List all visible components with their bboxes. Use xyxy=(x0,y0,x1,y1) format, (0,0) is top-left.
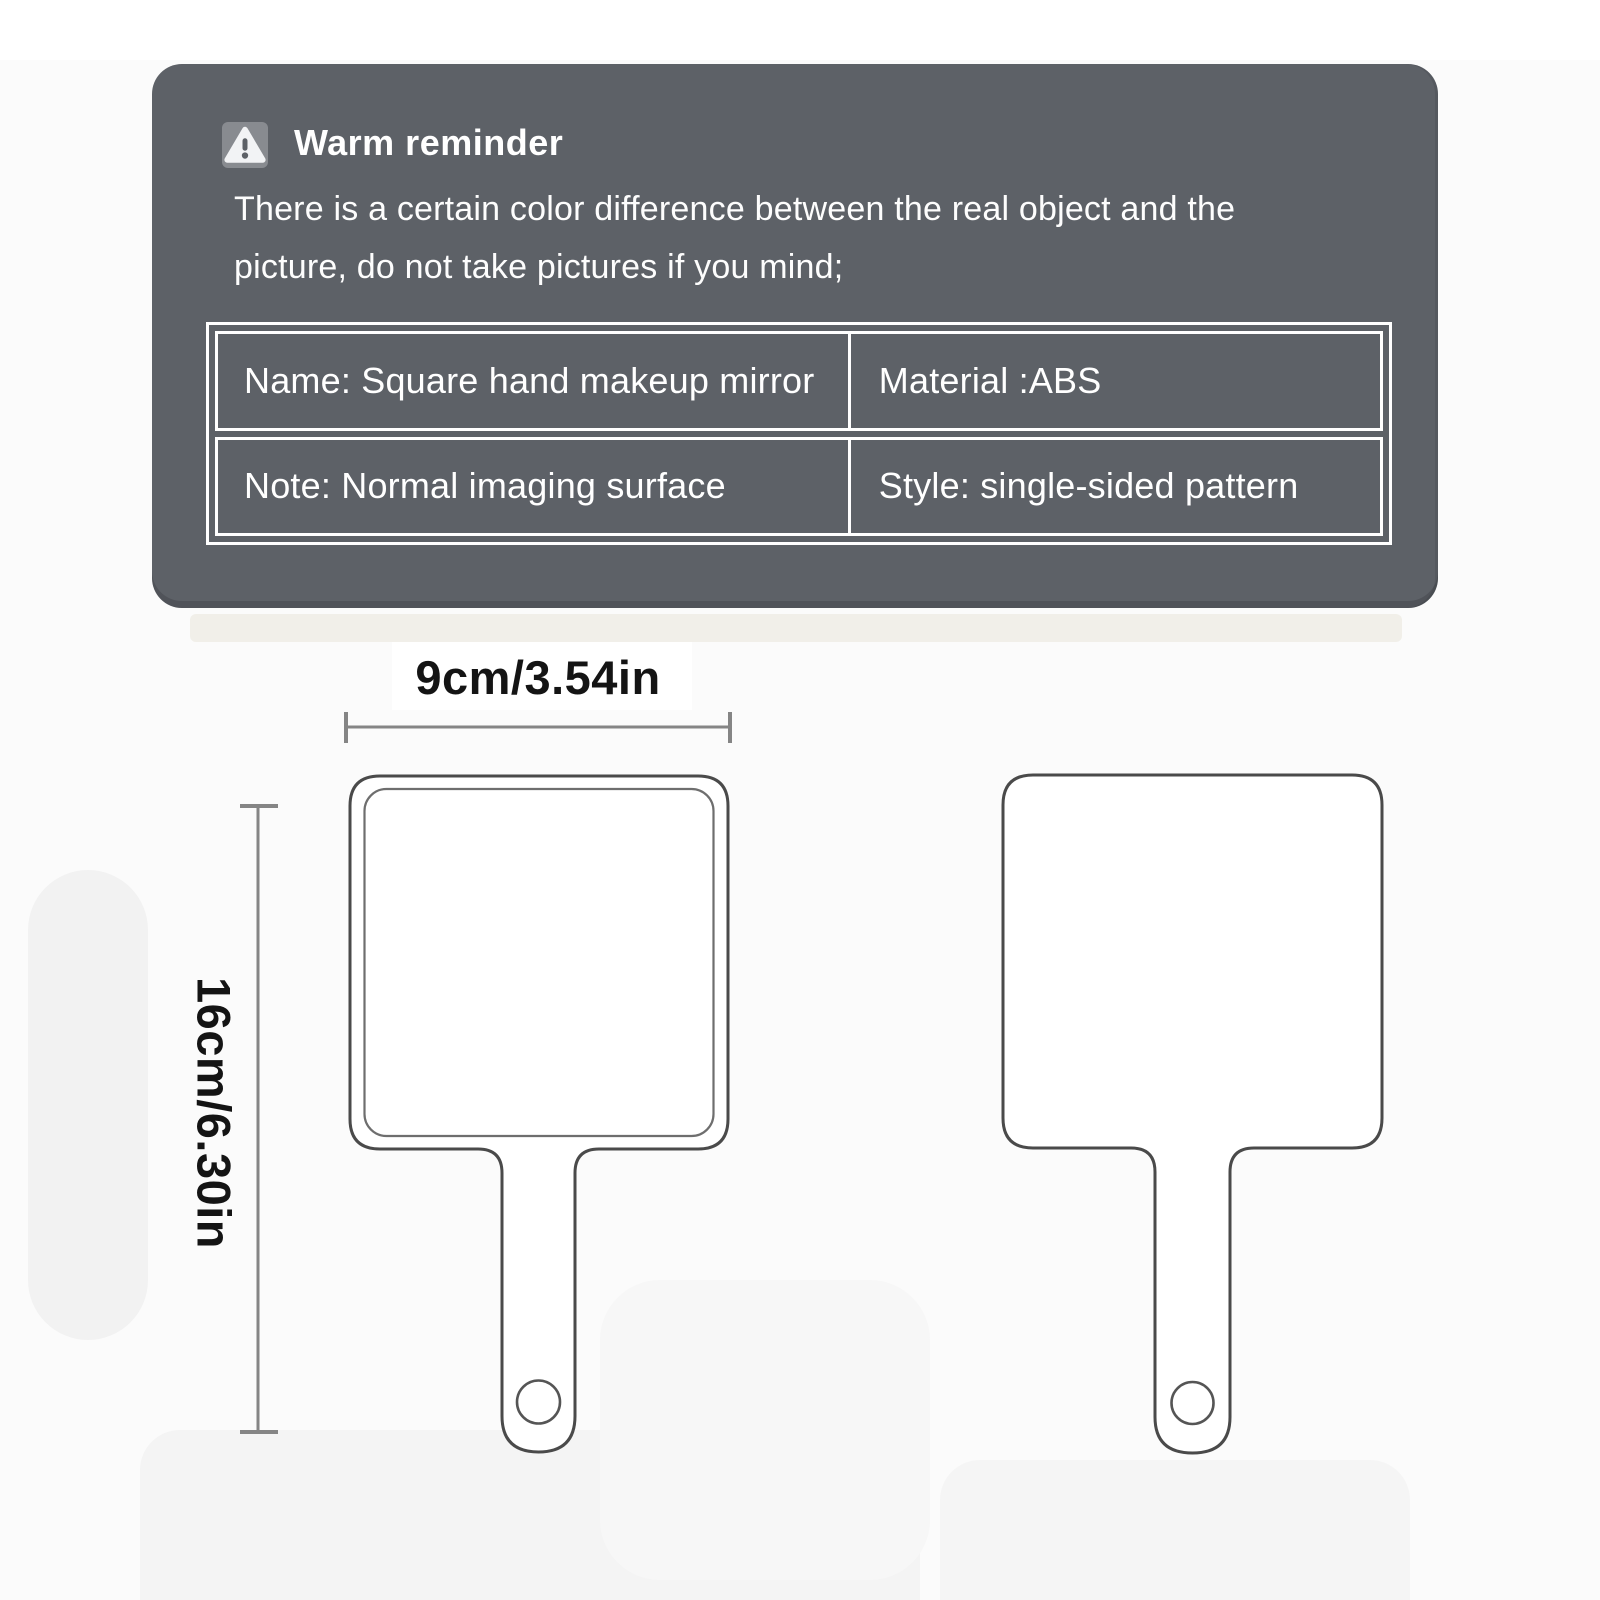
width-dimension-line xyxy=(346,712,730,743)
height-dimension-label: 16cm/6.30in xyxy=(187,976,241,1250)
cell-name: Name: Square hand makeup mirror xyxy=(244,359,815,401)
cell-material: Material :ABS xyxy=(848,334,1380,428)
width-dimension-label: 9cm/3.54in xyxy=(415,651,661,704)
reminder-text-line1: There is a certain color difference between the real object and the xyxy=(234,190,1236,228)
cell-style: Style: single-sided pattern xyxy=(848,440,1380,534)
mirror-front-view xyxy=(350,776,728,1452)
handle-hole xyxy=(517,1381,560,1424)
height-dimension-line xyxy=(240,806,278,1432)
cell-note: Note: Normal imaging surface xyxy=(244,465,726,507)
reminder-text-line2: picture, do not take pictures if you mind; xyxy=(234,248,844,286)
panel-title: Warm reminder xyxy=(294,122,564,163)
mirror-back-view xyxy=(1003,775,1382,1453)
handle-hole xyxy=(1172,1382,1214,1424)
